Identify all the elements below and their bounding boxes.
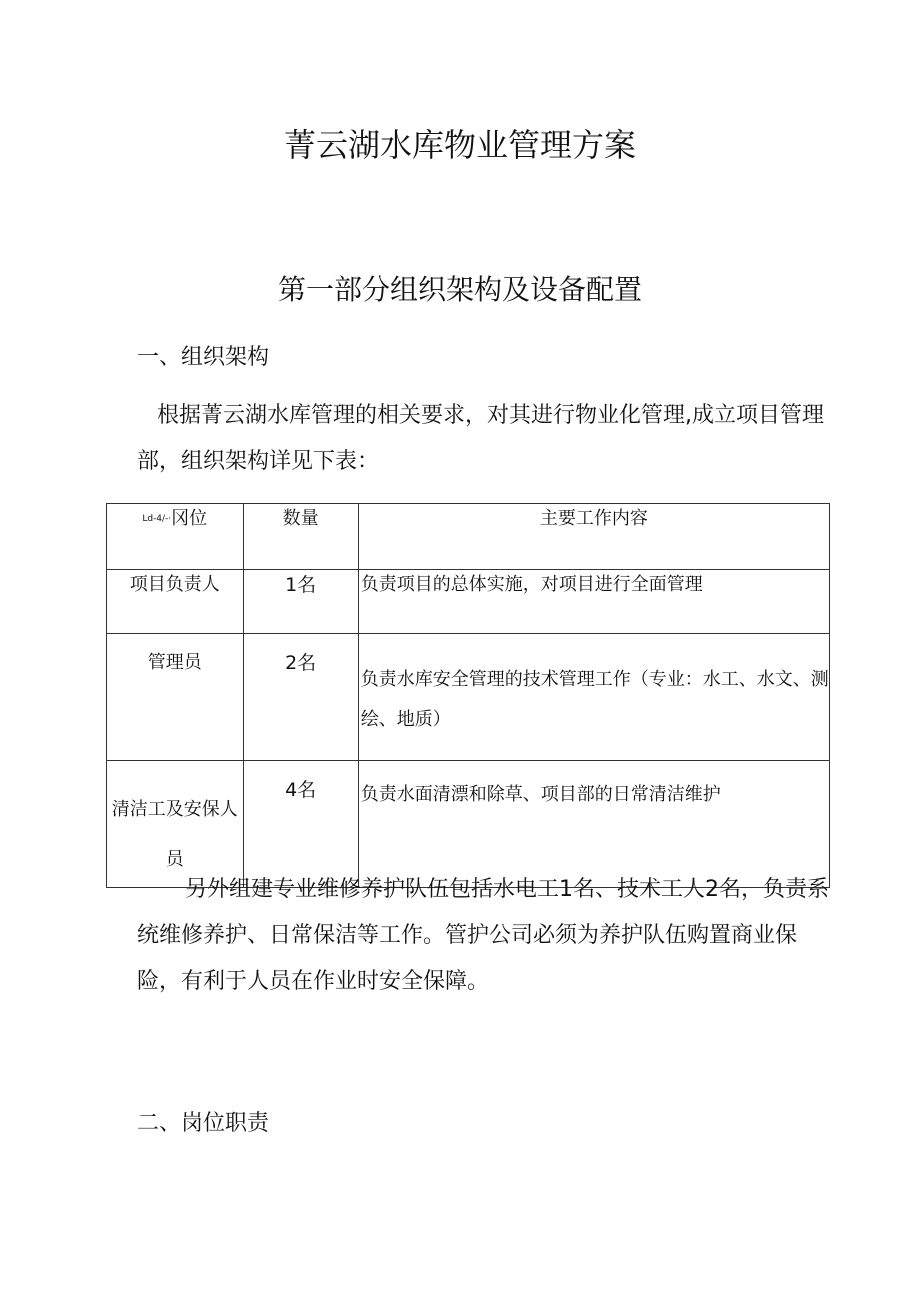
row-duties: 负责项目的总体实施，对项目进行全面管理 [358,570,829,634]
organization-table [106,503,830,888]
header-position [107,504,244,570]
row-duties: 负责水面清漂和除草、项目部的日常清洁维护 [360,784,721,805]
row-duties: 负责水库安全管理的技术管理工作（专业：水工、水文、测绘、地质） [360,669,829,730]
header-duties: 主要工作内容 [358,504,829,570]
part-title: 第一部分组织架构及设备配置 [277,273,642,306]
table-row [107,634,830,761]
row-position: 管理员 [107,634,244,761]
row-count: 1名 [243,570,358,634]
section-heading-duties: 二、岗位职责 [137,1111,270,1136]
section-heading-organization: 一、组织架构 [137,345,270,370]
table-header-row [107,504,830,570]
row-duties-cell [358,634,829,761]
row-count: 4名 [243,761,358,888]
page-title: 菁云湖水库物业管理方案 [283,126,636,164]
header-position-label: 冈位 [171,508,208,529]
row-position: 项目负责人 [107,570,244,634]
team-note-paragraph: 另外组建专业维修养护队伍包括水电工1名、技术工人2名，负责系统维修养护、日常保洁等工作。管护公司必须为养护队伍购置商业保险，有利于人员在作业时安全保障。 [137,877,829,994]
row-count: 2名 [243,634,358,761]
header-position-prefix: Ld-4/-· [142,514,172,524]
intro-paragraph: 根据菁云湖水库管理的相关要求，对其进行物业化管理,成立项目管理部，组织架构详见下表： [137,403,824,474]
table-row [107,570,830,634]
header-count: 数量 [243,504,358,570]
row-position: 清洁工及安保人员 [111,799,238,870]
